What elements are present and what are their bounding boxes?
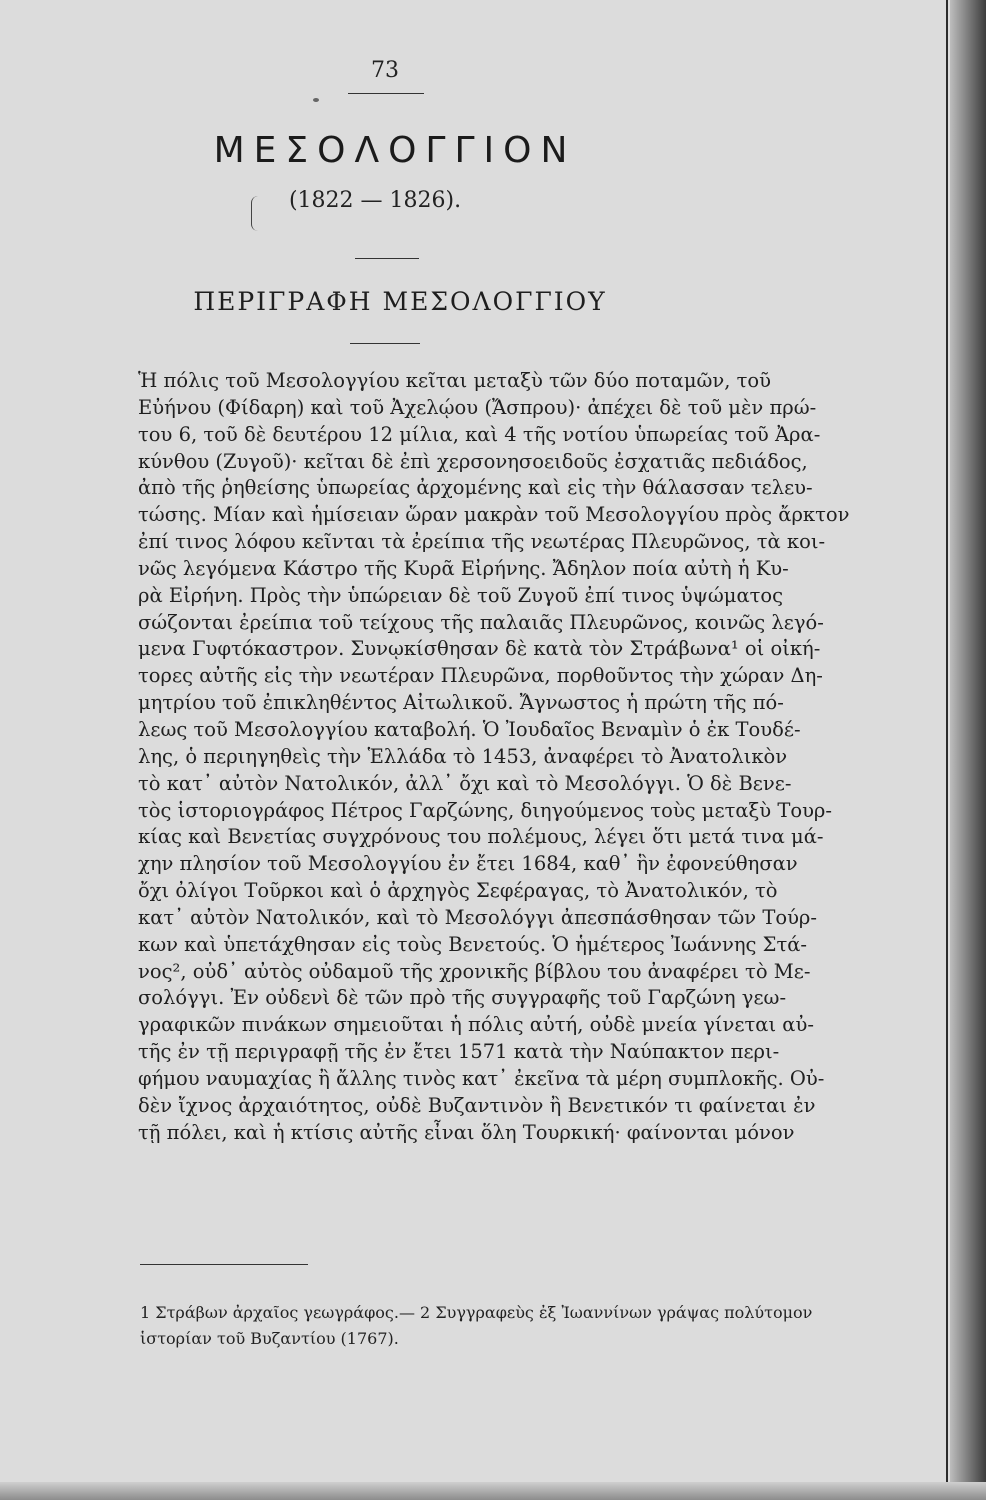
- body-line: σώζονται ἐρείπια τοῦ τείχους τῆς παλαιᾶς Πλευρῶνος, κοινῶς λεγό-: [138, 610, 824, 634]
- body-line: κύνθου (Ζυγοῦ)· κεῖται δὲ ἐπὶ χερσονησοειδοῦς ἐσχατιᾶς πεδιάδος,: [138, 449, 808, 473]
- body-line: φήμου ναυμαχίας ἢ ἄλλης τινὸς κατ᾽ ἐκεῖνα τὰ μέρη συμπλοκῆς. Οὐ-: [138, 1066, 825, 1090]
- page-edge-shadow: [950, 0, 986, 1500]
- chapter-title: ΜΕΣΟΛΟΓΓΙΟΝ: [213, 130, 577, 171]
- ink-speck: [313, 98, 319, 102]
- body-line: Εὐήνου (Φίδαρη) καὶ τοῦ Ἀχελῴου (Ἄσπρου)· ἀπέχει δὲ τοῦ μὲν πρώ-: [138, 395, 817, 419]
- body-line: λεως τοῦ Μεσολογγίου καταβολή. Ὁ Ἰουδαῖος Βεναμὶν ὁ ἐκ Τουδέ-: [138, 717, 801, 741]
- body-line: ἀπὸ τῆς ῥηθείσης ὑπωρείας ἀρχομένης καὶ εἰς τὴν θάλασσαν τελευ-: [138, 476, 813, 500]
- page-number: 73: [371, 58, 399, 83]
- body-line: του 6, τοῦ δὲ δευτέρου 12 μίλια, καὶ 4 τῆς νοτίου ὑπωρείας τοῦ Ἀρα-: [138, 422, 821, 446]
- body-line: τὸ κατ᾽ αὐτὸν Νατολικόν, ἀλλ᾽ ὄχι καὶ τὸ Μεσολόγγι. Ὁ δὲ Βενε-: [138, 771, 792, 795]
- footnote-line: ἱστορίαν τοῦ Βυζαντίου (1767).: [140, 1329, 399, 1348]
- body-line: γραφικῶν πινάκων σημειοῦται ἡ πόλις αὐτή, οὐδὲ μνεία γίνεται αὐ-: [138, 1013, 814, 1037]
- page-edge-line: [946, 0, 948, 1482]
- title-separator-rule: [355, 258, 419, 259]
- body-line: τὸς ἱστοριογράφος Πέτρος Γαρζώνης, διηγούμενος τοὺς μεταξὺ Τουρ-: [138, 798, 832, 822]
- bracket-mark: [251, 196, 258, 231]
- body-line: ὄχι ὀλίγοι Τοῦρκοι καὶ ὁ ἀρχηγὸς Σεφέραγας, τὸ Ἀνατολικόν, τὸ: [138, 879, 778, 903]
- footnote-line: 1 Στράβων ἀρχαῖος γεωγράφος.— 2 Συγγραφεὺς ἐξ Ἰωαννίνων γράψας πολύτομον: [140, 1303, 813, 1322]
- body-line: τορες αὐτῆς εἰς τὴν νεωτέραν Πλευρῶνα, πορθοῦντος τὴν χώραν Δη-: [138, 664, 823, 688]
- body-line: τῇ πόλει, καὶ ἡ κτίσις αὐτῆς εἶναι ὅλη Τουρκική· φαίνονται μόνον: [138, 1120, 795, 1144]
- body-line: λης, ὁ περιηγηθεὶς τὴν Ἑλλάδα τὸ 1453, ἀναφέρει τὸ Ἀνατολικὸν: [138, 744, 788, 768]
- body-line: σολόγγι. Ἐν οὐδενὶ δὲ τῶν πρὸ τῆς συγγραφῆς τοῦ Γαρζώνη γεω-: [138, 986, 787, 1010]
- body-text: [138, 368, 850, 1146]
- footnotes: [140, 1300, 813, 1352]
- page-bottom-edge: [0, 1482, 986, 1500]
- body-line: νος², οὐδ᾽ αὐτὸς οὐδαμοῦ τῆς χρονικῆς βίβλου του ἀναφέρει τὸ Με-: [138, 959, 811, 983]
- body-line: μητρίου τοῦ ἐπικληθέντος Αἰτωλικοῦ. Ἄγνωστος ἡ πρώτη τῆς πό-: [138, 691, 784, 715]
- section-heading: ΠΕΡΙΓΡΑΦΗ ΜΕΣΟΛΟΓΓΙΟΥ: [193, 287, 607, 316]
- body-line: κων καὶ ὑπετάχθησαν εἰς τοὺς Βενετούς. Ὁ ἡμέτερος Ἰωάννης Στά-: [138, 932, 807, 956]
- body-line: κατ᾽ αὐτὸν Νατολικόν, καὶ τὸ Μεσολόγγι ἀπεσπάσθησαν τῶν Τούρ-: [138, 905, 817, 929]
- body-line: Ἡ πόλις τοῦ Μεσολογγίου κεῖται μεταξὺ τῶν δύο ποταμῶν, τοῦ: [138, 369, 772, 392]
- heading-separator-rule: [350, 343, 420, 344]
- body-line: δὲν ἴχνος ἀρχαιότητος, οὐδὲ Βυζαντινὸν ἢ Βενετικόν τι φαίνεται ἐν: [138, 1093, 816, 1117]
- body-line: ἐπί τινος λόφου κεῖνται τὰ ἐρείπια τῆς νεωτέρας Πλευρῶνος, τὰ κοι-: [138, 530, 826, 554]
- footnote-rule: [140, 1264, 308, 1265]
- body-line: μενα Γυφτόκαστρον. Συνῳκίσθησαν δὲ κατὰ τὸν Στράβωνα¹ οἱ οἰκή-: [138, 637, 821, 661]
- body-line: ρὰ Εἰρήνη. Πρὸς τὴν ὑπώρειαν δὲ τοῦ Ζυγοῦ ἐπί τινος ὑψώματος: [138, 583, 784, 607]
- body-line: χην πλησίον τοῦ Μεσολογγίου ἐν ἔτει 1684, καθ᾽ ἣν ἐφονεύθησαν: [138, 852, 798, 876]
- page-number-rule: [348, 93, 424, 94]
- body-line: νῶς λεγόμενα Κάστρο τῆς Κυρᾶ Εἰρήνης. Ἄδηλον ποία αὐτὴ ἡ Κυ-: [138, 556, 789, 580]
- body-line: τῆς ἐν τῇ περιγραφῇ τῆς ἐν ἔτει 1571 κατὰ τὴν Ναύπακτον περι-: [138, 1040, 780, 1064]
- chapter-dates: (1822 — 1826).: [288, 188, 462, 213]
- body-line: τώσης. Μίαν καὶ ἡμίσειαν ὥραν μακρὰν τοῦ Μεσολογγίου πρὸς ἄρκτον: [138, 503, 850, 527]
- body-line: κίας καὶ Βενετίας συγχρόνους του πολέμους, λέγει ὅτι μετά τινα μά-: [138, 825, 824, 849]
